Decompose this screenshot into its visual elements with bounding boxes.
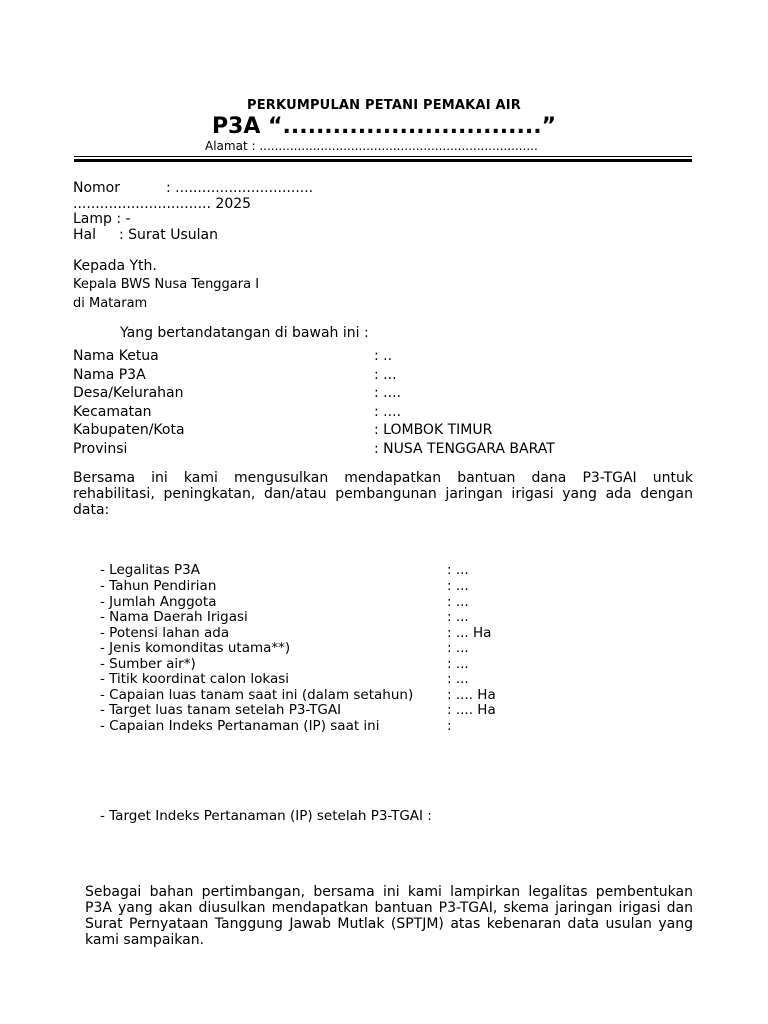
detail-label: - Capaian luas tanam saat ini (dalam setahun) bbox=[100, 687, 414, 703]
identity-label: Nama Ketua bbox=[73, 348, 159, 364]
header-divider-thick bbox=[74, 159, 692, 162]
detail-value: : ... bbox=[447, 671, 469, 687]
detail-value: : bbox=[447, 718, 452, 734]
date-line: ............................... 2025 bbox=[73, 196, 252, 212]
identity-label: Provinsi bbox=[73, 441, 128, 457]
closing-paragraph bbox=[85, 884, 693, 948]
detail-value: : ... bbox=[447, 656, 469, 672]
detail-value: : ... bbox=[447, 640, 469, 656]
detail-label: - Target luas tanam setelah P3-TGAI bbox=[100, 702, 342, 718]
nomor-value: : ............................... bbox=[166, 180, 314, 196]
identity-value: : NUSA TENGGARA BARAT bbox=[374, 441, 555, 457]
detail-label: - Sumber air*) bbox=[100, 656, 196, 672]
identity-value: : LOMBOK TIMUR bbox=[374, 422, 493, 438]
detail-value: : ... bbox=[447, 609, 469, 625]
identity-value: : .... bbox=[374, 385, 401, 401]
detail-label: - Jumlah Anggota bbox=[100, 594, 217, 610]
detail-label: - Potensi lahan ada bbox=[100, 625, 230, 641]
paragraph-line: Surat Pernyataan Tanggung Jawab Mutlak (SPTJM) atas kebenaran data usulan yang bbox=[85, 916, 693, 932]
address-line: Alamat : ......................................................................... bbox=[205, 139, 538, 153]
hal-label: Hal bbox=[73, 227, 96, 243]
kepada-yth: Kepada Yth. bbox=[73, 258, 157, 274]
paragraph-line: P3A yang akan diusulkan mendapatkan bantuan P3-TGAI, skema jaringan irigasi dan bbox=[85, 900, 693, 916]
lamp-line: Lamp : - bbox=[73, 211, 131, 227]
detail-value: : ... bbox=[447, 594, 469, 610]
p3a-name-heading: P3A “...............................” bbox=[211, 114, 557, 139]
detail-label: - Titik koordinat calon lokasi bbox=[100, 671, 289, 687]
paragraph-line: rehabilitasi, peningkatan, dan/atau pembangunan jaringan irigasi yang ada dengan bbox=[73, 486, 693, 502]
detail-label: - Tahun Pendirian bbox=[100, 578, 217, 594]
detail-value: : .... Ha bbox=[447, 687, 496, 703]
identity-label: Desa/Kelurahan bbox=[73, 385, 184, 401]
identity-value: : .... bbox=[374, 404, 401, 420]
detail-value: : ... bbox=[447, 578, 469, 594]
recipient-line: Kepala BWS Nusa Tenggara I bbox=[73, 277, 260, 292]
detail-label: - Jenis komonditas utama**) bbox=[100, 640, 291, 656]
detail-value: : .... Ha bbox=[447, 702, 496, 718]
header-divider-thin bbox=[74, 156, 692, 157]
identity-label: Nama P3A bbox=[73, 367, 146, 383]
detail-label: - Capaian Indeks Pertanaman (IP) saat ini bbox=[100, 718, 380, 734]
identity-value: : ... bbox=[374, 367, 397, 383]
paragraph-line: Bersama ini kami mengusulkan mendapatkan bantuan dana P3-TGAI untuk bbox=[73, 470, 693, 486]
paragraph-line: data: bbox=[73, 502, 110, 518]
organization-title: PERKUMPULAN PETANI PEMAKAI AIR bbox=[247, 98, 521, 113]
target-ip-line: - Target Indeks Pertanaman (IP) setelah P3-TGAI : bbox=[100, 808, 432, 824]
location-line: di Mataram bbox=[73, 296, 148, 311]
detail-value: : ... bbox=[447, 562, 469, 578]
hal-value: : Surat Usulan bbox=[119, 227, 218, 243]
identity-value: : .. bbox=[374, 348, 393, 364]
nomor-label: Nomor bbox=[73, 180, 120, 196]
detail-label: - Nama Daerah Irigasi bbox=[100, 609, 248, 625]
request-paragraph bbox=[73, 470, 693, 518]
intro-line: Yang bertandatangan di bawah ini : bbox=[120, 325, 369, 341]
identity-label: Kabupaten/Kota bbox=[73, 422, 185, 438]
paragraph-line: kami sampaikan. bbox=[85, 932, 205, 948]
paragraph-line: Sebagai bahan pertimbangan, bersama ini kami lampirkan legalitas pembentukan bbox=[85, 884, 693, 900]
identity-label: Kecamatan bbox=[73, 404, 152, 420]
detail-label: - Legalitas P3A bbox=[100, 562, 200, 578]
detail-value: : ... Ha bbox=[447, 625, 492, 641]
